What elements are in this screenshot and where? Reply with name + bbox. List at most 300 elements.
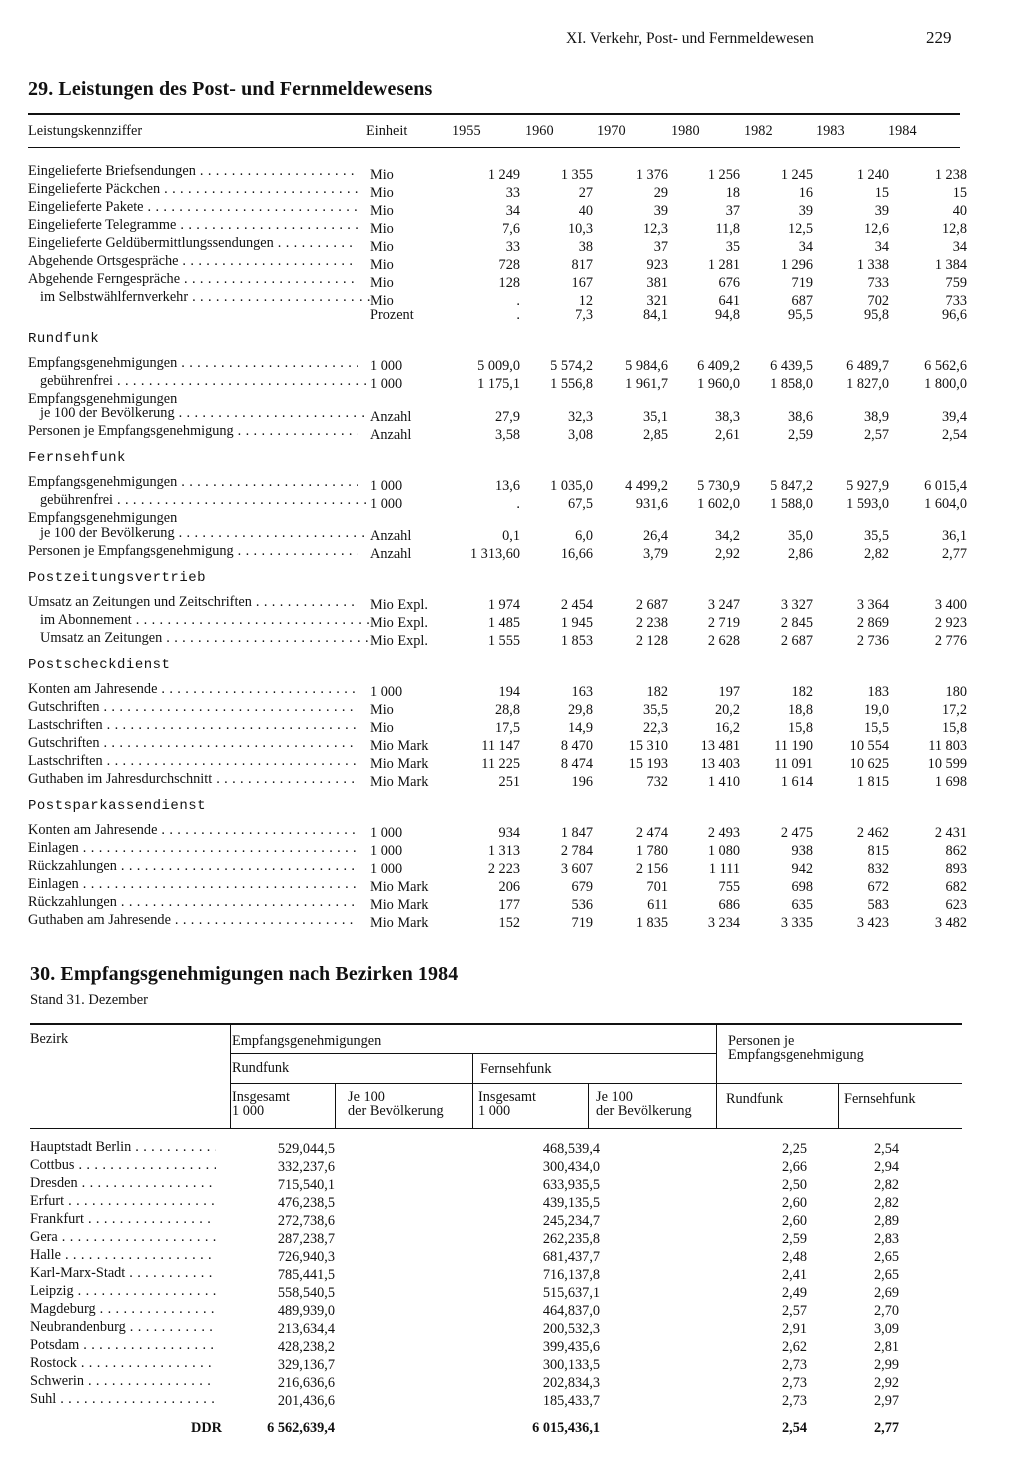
row-value: 3 423 (856, 915, 889, 931)
row-value: 2,57 (863, 426, 889, 443)
bezirk-cell (30, 1230, 230, 1248)
row-unit: Prozent (370, 307, 414, 323)
bezirk-value: 2,69 (874, 1284, 900, 1301)
table29-col-unit: Einheit (366, 123, 408, 139)
bezirk-value: 329,1 (277, 1356, 310, 1373)
row-value: 2 431 (934, 825, 967, 841)
table29-title: 29. Leistungen des Post- und Fernmeldewesens (28, 78, 433, 100)
row-label: im Abonnement . . . (28, 613, 370, 628)
table-row (28, 700, 967, 718)
row-value: 35 (725, 238, 740, 255)
row-value: 183 (867, 684, 889, 700)
row-value: 1 410 (707, 774, 740, 790)
row-label-cell (28, 164, 370, 182)
row-value: 2 223 (487, 861, 520, 877)
section-heading: Rundfunk (28, 330, 100, 347)
row-value: 35,5 (863, 528, 889, 544)
row-value: 3 335 (780, 915, 813, 931)
row-unit: Mio (370, 720, 394, 736)
bezirk-value: 38,2 (310, 1338, 336, 1355)
bezirk-label: Erfurt . . . (30, 1194, 216, 1209)
row-value: 923 (646, 256, 668, 273)
table-row (30, 1374, 929, 1392)
bezirk-value: 2,73 (782, 1374, 808, 1391)
bezirk-label: Potsdam . . . (30, 1338, 216, 1353)
row-value: 755 (718, 879, 740, 895)
row-label-cell (28, 526, 370, 544)
row-value: 6 439,5 (770, 358, 813, 374)
row-value: 733 (867, 274, 889, 291)
row-value (520, 511, 593, 526)
row-value: 94,8 (714, 307, 740, 323)
bezirk-value: 287,2 (277, 1230, 310, 1247)
table-row (28, 895, 967, 913)
row-label-cell (28, 475, 370, 493)
bezirk-label: Gera . . . (30, 1230, 216, 1245)
bezirk-value: 38,5 (310, 1194, 336, 1211)
table-row (30, 1176, 929, 1194)
row-label-cell (28, 823, 370, 841)
table30 (30, 1140, 929, 1446)
table-row (28, 631, 967, 649)
bezirk-value: 36,7 (310, 1356, 336, 1373)
bezirk-value: 2,41 (782, 1266, 808, 1283)
row-unit: Mio (370, 166, 394, 183)
bezirk-cell (30, 1266, 230, 1284)
row-label-cell (28, 754, 370, 772)
row-value: . (516, 495, 520, 512)
row-value: 35,1 (642, 408, 668, 425)
row-value: 536 (571, 897, 593, 913)
row-value: 679 (571, 879, 593, 895)
bezirk-value: 2,49 (782, 1284, 808, 1301)
row-label: Guthaben im Jahresdurchschnitt . . . (28, 772, 358, 787)
bezirk-value: 40,1 (310, 1176, 336, 1193)
row-value: 2 719 (707, 615, 740, 631)
row-value: 13 403 (700, 756, 740, 772)
row-value: 40 (578, 202, 593, 219)
row-label-cell (28, 236, 370, 254)
row-value: 167 (571, 274, 593, 291)
row-unit: 1 000 (370, 376, 403, 392)
row-value: 2 687 (780, 633, 813, 649)
row-value: 15,8 (941, 720, 967, 736)
table-row (28, 392, 967, 407)
table29-col-label: Leistungskennziffer (28, 123, 143, 139)
row-value: 635 (791, 897, 813, 913)
table30-header-rule (30, 1128, 962, 1129)
table-row (30, 1248, 929, 1266)
bezirk-label: Halle . . . (30, 1248, 216, 1263)
row-unit: Anzahl (370, 426, 412, 443)
row-unit: 1 000 (370, 358, 403, 374)
bezirk-cell (30, 1392, 230, 1410)
bezirk-value: 2,97 (874, 1392, 900, 1409)
row-value: 2 454 (560, 597, 593, 613)
row-value: 6 562,6 (924, 358, 967, 374)
row-value: 10 625 (849, 756, 889, 772)
table-row (28, 272, 967, 290)
bezirk-label: Frankfurt . . . (30, 1212, 216, 1227)
row-value: 931,6 (635, 495, 668, 512)
row-value (458, 511, 520, 526)
table-row (28, 493, 967, 511)
bezirk-cell (30, 1212, 230, 1230)
row-value: 18 (725, 184, 740, 201)
bezirk-value: 2,50 (782, 1176, 808, 1193)
row-value: 1 974 (487, 597, 520, 613)
row-value: 251 (498, 774, 520, 790)
table-row (30, 1212, 929, 1230)
row-value: 698 (791, 879, 813, 895)
row-value: 128 (498, 274, 520, 291)
row-label: Einlagen . . . (28, 877, 358, 892)
row-label: Lastschriften . . . (28, 754, 358, 769)
row-value: 1 338 (856, 256, 889, 273)
bezirk-value: 41,5 (310, 1266, 336, 1283)
row-unit: Mio (370, 256, 394, 273)
row-value: 11 225 (481, 756, 520, 772)
bezirk-cell (30, 1194, 230, 1212)
row-value: 5 574,2 (550, 358, 593, 374)
row-value: 2 776 (934, 633, 967, 649)
bezirk-value: 2,65 (874, 1266, 900, 1283)
row-label-cell (28, 493, 370, 511)
row-value: 15 (874, 184, 889, 201)
table-row (28, 406, 967, 424)
row-value: 1 780 (635, 843, 668, 859)
row-value: 1 384 (934, 256, 967, 273)
row-value: 26,4 (642, 528, 668, 544)
row-value: 15 310 (628, 738, 668, 754)
bezirk-value: 37,1 (575, 1284, 601, 1301)
table-row (28, 254, 967, 272)
table29-year-header: 1970 (597, 123, 626, 139)
row-label: Eingelieferte Geldübermittlungssendungen . . . (28, 236, 358, 251)
table-row (30, 1338, 929, 1356)
row-value: 1 835 (635, 915, 668, 931)
row-value: 34 (874, 238, 889, 255)
row-unit: Mio Mark (370, 897, 429, 913)
table-row (28, 595, 967, 613)
table-row (28, 200, 967, 218)
bezirk-value: 2,81 (874, 1338, 900, 1355)
bezirk-value: 37,8 (575, 1266, 601, 1283)
row-value (668, 511, 740, 526)
bezirk-cell (30, 1356, 230, 1374)
row-value: 5 927,9 (846, 477, 889, 494)
table30-h-rundfunk: Rundfunk (232, 1060, 290, 1076)
bezirk-value: 35,6 (575, 1338, 601, 1355)
row-value: 1 602,0 (697, 495, 740, 512)
row-value: 15,8 (787, 720, 813, 736)
row-value: 38,9 (863, 408, 889, 425)
bezirk-value: 300,1 (542, 1356, 576, 1373)
row-value: 206 (498, 879, 520, 895)
row-label-cell (28, 290, 370, 308)
row-value (813, 392, 889, 407)
row-value: 2 845 (780, 615, 813, 631)
row-value: 197 (718, 684, 740, 700)
bezirk-value: 39,0 (310, 1302, 336, 1319)
row-label-cell (28, 631, 370, 649)
table29-top-rule (28, 113, 960, 115)
row-value: 13,6 (494, 477, 520, 494)
bezirk-label: Magdeburg . . . (30, 1302, 216, 1317)
bezirk-label: Rostock . . . (30, 1356, 216, 1371)
row-value: 2 493 (707, 825, 740, 841)
table-row (28, 526, 967, 544)
row-label-cell (28, 841, 370, 859)
row-label-cell (28, 877, 370, 895)
row-label: Guthaben am Jahresende . . . (28, 913, 358, 928)
row-value: 1 240 (856, 166, 889, 183)
row-value: 12,3 (642, 220, 668, 237)
row-value: 1 698 (934, 774, 967, 790)
row-unit: 1 000 (370, 861, 403, 877)
row-value: 17,5 (494, 720, 520, 736)
row-value: 20,2 (714, 702, 740, 718)
table30-h-empf: Empfangsgenehmigungen (232, 1033, 382, 1049)
row-value: 3 482 (934, 915, 967, 931)
bezirk-value: 37,6 (310, 1158, 336, 1175)
row-value: 3 364 (856, 597, 889, 613)
row-value: 29 (653, 184, 668, 201)
row-value: 6 015,4 (924, 477, 967, 494)
table30-h-insgesamt-1: Insgesamt (232, 1089, 290, 1105)
table-row (28, 374, 967, 392)
row-value: 32,3 (567, 408, 593, 425)
row-value: 2 475 (780, 825, 813, 841)
section-heading-row (28, 562, 967, 595)
bezirk-value: 515,6 (542, 1284, 576, 1301)
bezirk-value: 39,4 (310, 1419, 336, 1436)
row-value: 2 462 (856, 825, 889, 841)
row-value: 3,79 (642, 546, 668, 562)
row-value: . (516, 307, 520, 323)
bezirk-label: Neubrandenburg . . . (30, 1320, 216, 1335)
bezirk-value: 201,4 (277, 1392, 310, 1409)
row-value: 1 604,0 (924, 495, 967, 512)
row-value: 11 190 (774, 738, 813, 754)
bezirk-value: 36,6 (310, 1392, 336, 1409)
row-value: 1 249 (487, 166, 520, 183)
row-unit: Mio Mark (370, 774, 429, 790)
bezirk-value: 2,70 (874, 1302, 900, 1319)
bezirk-value: 681,4 (542, 1248, 576, 1265)
bezirk-value: 2,54 (782, 1419, 808, 1436)
row-value: 862 (945, 843, 967, 859)
row-value (520, 392, 593, 407)
row-value: 1 847 (560, 825, 593, 841)
bezirk-value: 40,5 (310, 1284, 336, 1301)
row-value: 14,9 (567, 720, 593, 736)
bezirk-value: 489,9 (277, 1302, 310, 1319)
row-value: 2 923 (934, 615, 967, 631)
table30-h-je100-2: der Bevölkerung (348, 1103, 444, 1119)
row-label: Eingelieferte Pakete . . . (28, 200, 358, 215)
bezirk-value: 428,2 (277, 1338, 310, 1355)
row-value: 39 (653, 202, 668, 219)
row-label-cell (28, 895, 370, 913)
row-value: 1 945 (560, 615, 593, 631)
row-unit: Mio Expl. (370, 633, 428, 649)
bezirk-value: 37,7 (575, 1248, 601, 1265)
bezirk-label: Dresden . . . (30, 1176, 216, 1191)
row-value: 6,0 (575, 528, 593, 544)
table30-title: 30. Empfangsgenehmigungen nach Bezirken 1984 (30, 963, 459, 985)
table30-subtitle: Stand 31. Dezember (30, 992, 148, 1008)
row-label-cell (28, 356, 370, 374)
row-label-cell (28, 392, 370, 407)
row-label: Personen je Empfangsgenehmigung . . . (28, 544, 358, 559)
row-label: Abgehende Ortsgespräche . . . (28, 254, 358, 269)
row-value: 676 (718, 274, 740, 291)
bezirk-value: 33,7 (575, 1392, 601, 1409)
row-value: 686 (718, 897, 740, 913)
row-value: 583 (867, 897, 889, 913)
row-value: 38 (578, 238, 593, 255)
row-value: 16,66 (560, 546, 593, 562)
row-value: 3,08 (567, 426, 593, 443)
row-value: 687 (791, 292, 813, 309)
bezirk-value: 2,99 (874, 1356, 900, 1373)
row-unit: Anzahl (370, 528, 412, 544)
row-label-cell (28, 913, 370, 931)
row-value (740, 511, 813, 526)
bezirk-value: 558,5 (277, 1284, 310, 1301)
row-value: 2 869 (856, 615, 889, 631)
row-label: im Selbstwählfernverkehr . . . (28, 290, 370, 305)
row-value: 10 554 (849, 738, 889, 754)
row-label-cell (28, 424, 370, 442)
row-label-cell (28, 544, 370, 562)
bezirk-value: 6 562,6 (267, 1419, 310, 1436)
row-label-cell (28, 182, 370, 200)
row-label-cell (28, 406, 370, 424)
bezirk-value: 245,2 (542, 1212, 576, 1229)
bezirk-value: 332,2 (277, 1158, 310, 1175)
row-value: 5 730,9 (697, 477, 740, 494)
bezirk-value: 476,2 (277, 1194, 310, 1211)
table30-h-personen-2: Empfangsgenehmigung (728, 1047, 864, 1063)
row-value: 34 (798, 238, 813, 255)
row-value: 728 (498, 256, 520, 273)
bezirk-value: 38,7 (310, 1230, 336, 1247)
row-value: 934 (498, 825, 520, 841)
table29 (28, 164, 967, 931)
row-unit: Mio (370, 292, 394, 309)
section-heading: Postscheckdienst (28, 656, 171, 673)
bezirk-value: 785,4 (277, 1266, 310, 1283)
bezirk-value: 38,6 (310, 1212, 336, 1229)
row-label-cell (28, 308, 370, 323)
bezirk-value: 2,92 (874, 1374, 900, 1391)
row-value: 2 238 (635, 615, 668, 631)
row-label: Eingelieferte Päckchen . . . (28, 182, 358, 197)
table-row (28, 290, 967, 308)
row-value: 35,0 (787, 528, 813, 544)
row-value: 39 (874, 202, 889, 219)
row-value: 1 485 (487, 615, 520, 631)
bezirk-value: 2,82 (874, 1176, 900, 1193)
row-value: 15 193 (628, 756, 668, 772)
bezirk-value: 37,0 (575, 1302, 601, 1319)
bezirk-value: 35,8 (575, 1230, 601, 1247)
row-label-cell (28, 700, 370, 718)
bezirk-value: 36,6 (310, 1374, 336, 1391)
table-row (28, 772, 967, 790)
row-value: 321 (646, 292, 668, 309)
row-value: 36,1 (941, 528, 967, 544)
bezirk-label: Karl-Marx-Stadt . . . (30, 1266, 216, 1281)
row-value: 2,54 (941, 426, 967, 443)
row-unit: Mio Mark (370, 915, 429, 931)
row-value: 2,92 (714, 546, 740, 562)
row-value: 37 (725, 202, 740, 219)
row-value: 7,6 (502, 220, 520, 237)
bezirk-value: 216,6 (277, 1374, 310, 1391)
table30-sub-rule (230, 1083, 962, 1084)
bezirk-cell (30, 1158, 230, 1176)
row-value: 8 474 (560, 756, 593, 772)
row-value: 40 (952, 202, 967, 219)
bezirk-value: 2,91 (782, 1320, 808, 1337)
row-label-cell (28, 511, 370, 526)
row-value: 18,8 (787, 702, 813, 718)
row-value: 1 313,60 (469, 546, 520, 562)
table30-vline-6 (838, 1084, 839, 1128)
row-unit: Mio (370, 202, 394, 219)
table-row (28, 164, 967, 182)
row-value: 11 091 (774, 756, 813, 772)
table-row (30, 1392, 929, 1410)
row-label-cell (28, 772, 370, 790)
row-value: 1 238 (934, 166, 967, 183)
table-row (28, 913, 967, 931)
row-value: 22,3 (642, 720, 668, 736)
row-value: 1 376 (635, 166, 668, 183)
row-label-cell (28, 613, 370, 631)
table30-h-je100-1: Je 100 (348, 1089, 385, 1105)
row-value: 1 296 (780, 256, 813, 273)
row-value (668, 392, 740, 407)
row-unit: Mio (370, 184, 394, 201)
row-value: 2,61 (714, 426, 740, 443)
row-unit (370, 392, 458, 407)
row-label: Abgehende Ferngespräche . . . (28, 272, 358, 287)
row-unit: Mio Mark (370, 879, 429, 895)
row-value: 4 499,2 (625, 477, 668, 494)
table29-year-header: 1983 (816, 123, 845, 139)
row-value: 1 853 (560, 633, 593, 649)
bezirk-value: 2,73 (782, 1392, 808, 1409)
row-value: 34,2 (714, 528, 740, 544)
bezirk-value: 200,5 (542, 1320, 576, 1337)
row-value: 2 156 (635, 861, 668, 877)
row-value: 2 628 (707, 633, 740, 649)
bezirk-cell (30, 1284, 230, 1302)
table30-h-bezirk: Bezirk (30, 1031, 69, 1047)
bezirk-cell (30, 1410, 230, 1446)
row-label-cell (28, 218, 370, 236)
bezirk-value: 439,1 (542, 1194, 576, 1211)
bezirk-cell (30, 1140, 230, 1158)
row-value: 1 355 (560, 166, 593, 183)
row-value: 34 (952, 238, 967, 255)
bezirk-label: Hauptstadt Berlin . . . (30, 1140, 216, 1155)
bezirk-value: 2,89 (874, 1212, 900, 1229)
